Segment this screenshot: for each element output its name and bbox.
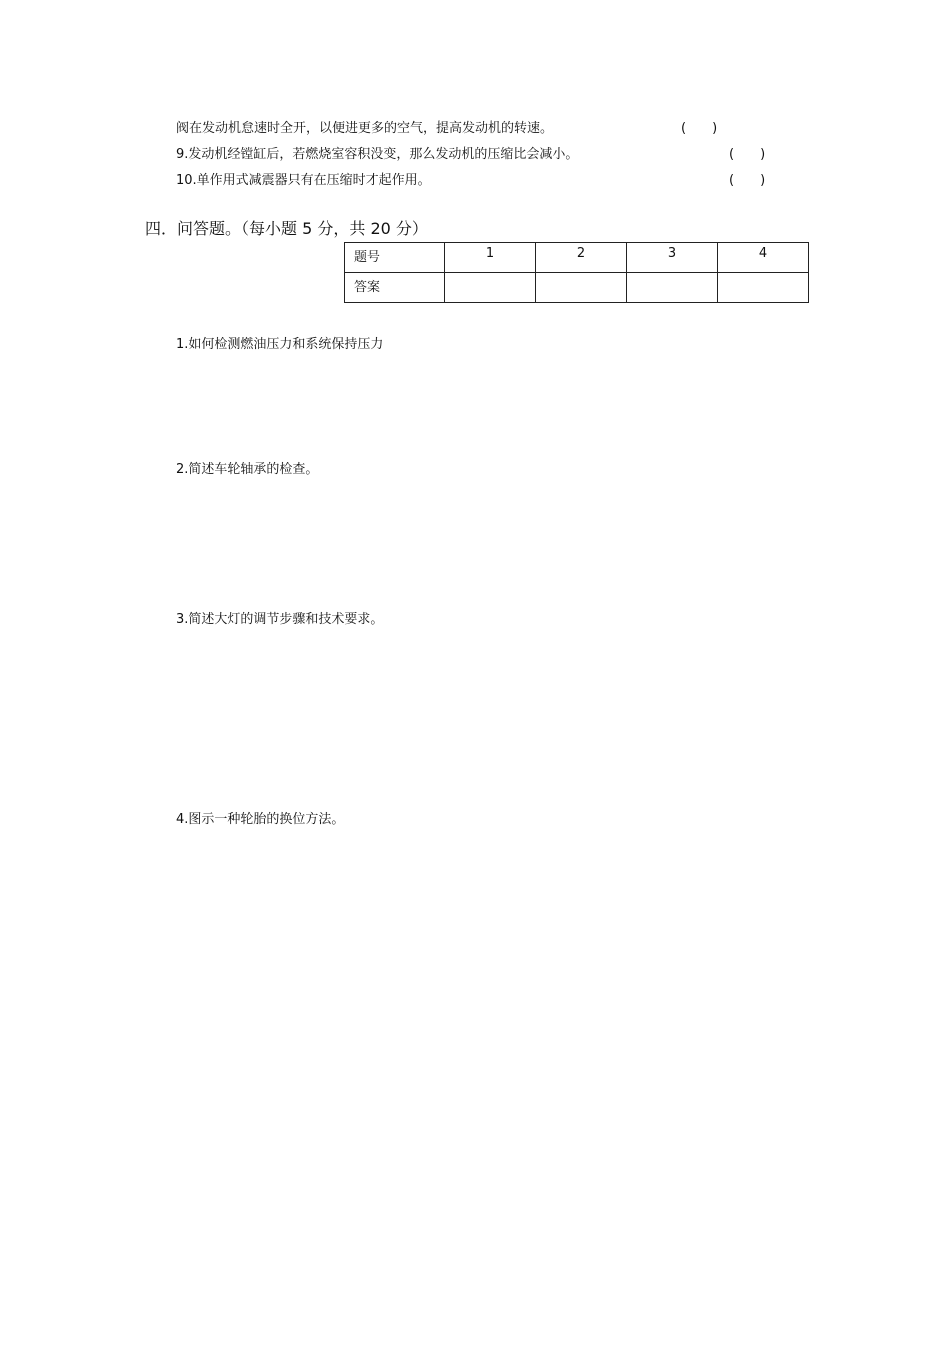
section-heading: 四．问答题。（每小题 5 分，共 20 分） (145, 219, 428, 238)
table-answer-label: 答案 (345, 273, 445, 303)
table-number-cell: 4 (718, 243, 809, 273)
table-header-label: 题号 (345, 243, 445, 273)
question-1: 1.如何检测燃油压力和系统保持压力 (176, 337, 384, 352)
table-number-cell: 1 (445, 243, 536, 273)
table-row-answers (345, 273, 809, 303)
answer-cell-2[interactable] (536, 273, 627, 303)
table-row-numbers (345, 243, 809, 273)
question-3: 3.简述大灯的调节步骤和技术要求。 (176, 612, 384, 627)
question-9: 9.发动机经镗缸后，若燃烧室容积没变，那么发动机的压缩比会减小。 (176, 147, 579, 162)
table-number-cell: 3 (627, 243, 718, 273)
answer-bracket-8[interactable]: ( ) (681, 121, 718, 136)
answer-table (344, 242, 809, 303)
question-8-continuation: 阀在发动机怠速时全开，以便进更多的空气，提高发动机的转速。 (176, 121, 554, 136)
question-10: 10.单作用式减震器只有在压缩时才起作用。 (176, 173, 431, 188)
answer-cell-4[interactable] (718, 273, 809, 303)
answer-cell-3[interactable] (627, 273, 718, 303)
answer-bracket-9[interactable]: ( ) (729, 147, 766, 162)
question-2: 2.简述车轮轴承的检查。 (176, 462, 319, 477)
answer-bracket-10[interactable]: ( ) (729, 173, 766, 188)
question-4: 4.图示一种轮胎的换位方法。 (176, 812, 345, 827)
table-number-cell: 2 (536, 243, 627, 273)
answer-cell-1[interactable] (445, 273, 536, 303)
